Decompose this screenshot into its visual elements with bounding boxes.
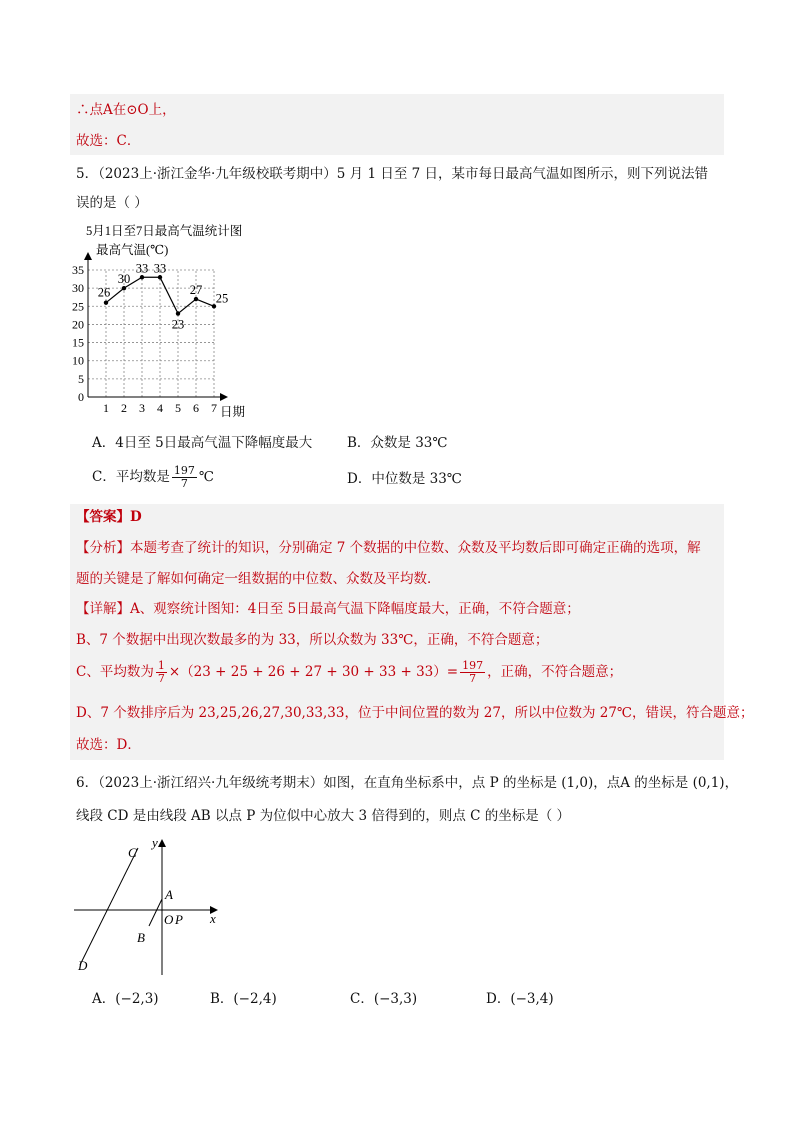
point-a-label: A — [165, 887, 173, 902]
data-point — [104, 300, 108, 304]
option-c-label: C．平均数是 — [92, 469, 170, 485]
analysis-line-2: 题的关键是了解如何确定一组数据的中位数、众数及平均数． — [76, 571, 441, 587]
data-point — [194, 297, 198, 301]
y-tick-label: 30 — [72, 281, 84, 296]
fraction-denominator: 7 — [180, 477, 188, 490]
detail-c-fraction — [156, 660, 167, 685]
solution-line: ∴点A在⊙O上， — [76, 102, 176, 118]
fraction-denominator: 7 — [469, 672, 477, 685]
temperature-line-chart — [60, 218, 260, 428]
q6-option-a: A．(−2,3) — [92, 991, 159, 1007]
data-label: 26 — [97, 285, 111, 300]
point-p-label: P — [175, 912, 183, 927]
analysis-line-1: 【分析】本题考查了统计的知识，分别确定 7 个数据的中位数、众数及平均数后即可确定正确的选项，解 — [76, 540, 701, 556]
detail-c-fraction-result — [460, 660, 485, 685]
data-label: 33 — [135, 261, 149, 276]
x-tick-label: 1 — [103, 401, 109, 415]
y-tick-label: 35 — [72, 263, 84, 277]
x-tick-label: 3 — [139, 401, 145, 415]
detail-c-expression: ×（23 + 25 + 26 + 27 + 30 + 33 + 33）= — [168, 664, 459, 680]
option-c — [92, 465, 214, 490]
y-axis-letter: y — [152, 835, 158, 850]
x-axis-letter: x — [210, 911, 216, 926]
segment-ab — [149, 899, 162, 926]
y-tick-label: 0 — [78, 390, 84, 404]
x-tick-label: 2 — [121, 401, 127, 415]
question-6-stem: 6．（2023上·浙江绍兴·九年级统考期末）如图，在直角坐标系中，点 P 的坐标是 (1,0)，点A 的坐标是 (0,1)， — [76, 775, 739, 791]
x-axis-label: 日期 — [220, 405, 246, 419]
x-tick-label: 5 — [175, 401, 181, 415]
fraction-denominator: 7 — [157, 672, 165, 685]
question-5-stem-cont: 误的是（ ） — [76, 195, 148, 211]
question-5-stem: 5．（2023上·浙江金华·九年级校联考期中）5 月 1 日至 7 日，某市每日最高气温如图所示，则下列说法错 — [76, 166, 709, 182]
option-a: A．4日至 5日最高气温下降幅度最大 — [92, 435, 313, 451]
data-label: 33 — [153, 261, 167, 276]
solution-choice: 故选：C． — [76, 133, 141, 149]
q6-option-b: B．(−2,4) — [210, 991, 277, 1007]
data-point — [158, 275, 162, 279]
data-label: 23 — [171, 317, 185, 332]
x-tick-label: 7 — [211, 401, 217, 415]
segment-cd — [80, 848, 138, 965]
x-tick-label: 4 — [157, 401, 163, 415]
coordinate-figure — [70, 835, 230, 980]
detail-line-d: D、7 个数排序后为 23,25,26,27,30,33,33，位于中间位置的数为 27，所以中位数为 27℃，错误，符合题意； — [76, 705, 754, 721]
data-point — [140, 275, 144, 279]
data-label: 25 — [215, 291, 229, 306]
x-tick-label: 6 — [193, 401, 199, 415]
fraction-numerator: 197 — [462, 659, 484, 672]
question-6-stem-cont: 线段 CD 是由线段 AB 以点 P 为位似中心放大 3 倍得到的，则点 C 的坐标是（ ） — [76, 808, 571, 824]
detail-c-label: C、平均数为 — [76, 664, 154, 680]
option-d: D．中位数是 33℃ — [347, 471, 462, 487]
data-label: 30 — [117, 272, 131, 287]
y-tick-label: 25 — [72, 299, 84, 314]
point-b-label: B — [137, 930, 145, 945]
origin-label: O — [164, 912, 174, 927]
y-axis-label: 最高气温(℃) — [96, 243, 169, 257]
chart-title: 5月1日至7日最高气温统计图 — [86, 224, 243, 238]
detail-line-c — [76, 660, 622, 685]
fraction-numerator: 1 — [157, 659, 165, 672]
detail-line-b: B、7 个数据中出现次数最多的为 33，所以众数为 33℃，正确，不符合题意； — [76, 632, 549, 648]
option-c-unit: ℃ — [198, 469, 214, 485]
q6-option-d: D．(−3,4) — [486, 991, 554, 1007]
data-label: 27 — [189, 283, 203, 298]
option-b: B．众数是 33℃ — [347, 435, 448, 451]
detail-line-a: 【详解】A、观察统计图知：4日至 5日最高气温下降幅度最大，正确，不符合题意； — [76, 601, 580, 617]
fraction-numerator: 197 — [173, 464, 195, 477]
y-tick-label: 10 — [72, 353, 84, 368]
detail-c-conclusion: ，正确，不符合题意； — [487, 664, 623, 680]
y-tick-label: 15 — [72, 335, 84, 350]
q6-option-c: C．(−3,3) — [350, 991, 418, 1007]
data-point — [122, 286, 126, 290]
y-tick-label: 20 — [72, 317, 84, 332]
final-choice: 故选：D． — [76, 737, 141, 753]
option-c-fraction — [172, 465, 197, 490]
point-c-label: C — [128, 845, 137, 860]
point-d-label: D — [78, 958, 88, 973]
answer-line: 【答案】D — [76, 509, 142, 525]
y-tick-label: 5 — [78, 371, 84, 386]
data-point — [176, 311, 180, 315]
